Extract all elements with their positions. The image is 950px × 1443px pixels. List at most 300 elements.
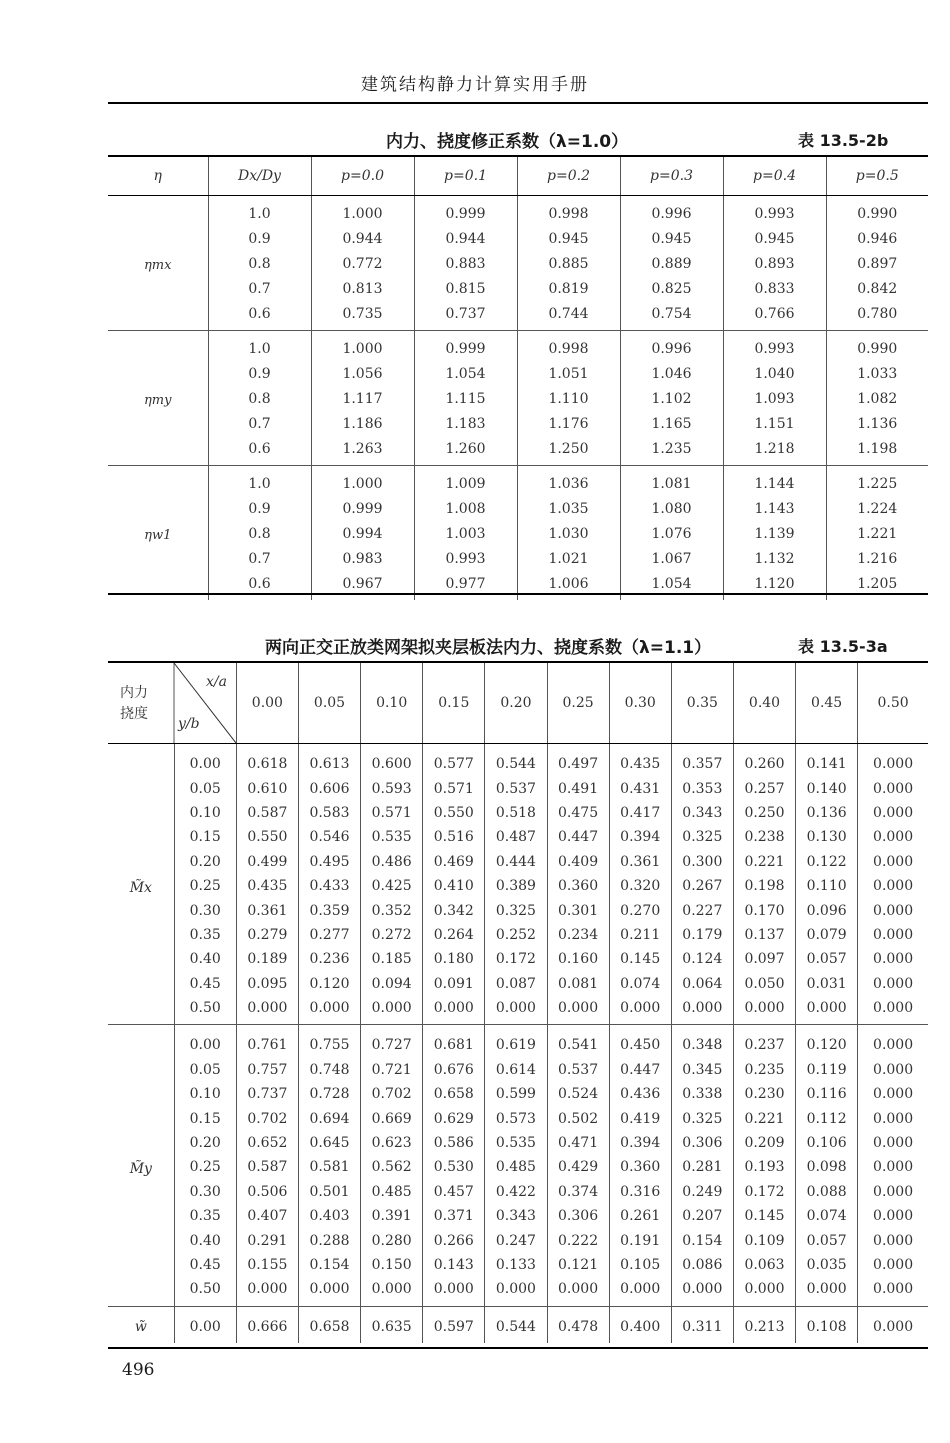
value-cell: 0.497 (547, 744, 609, 777)
value-cell: 0.145 (609, 947, 671, 971)
value-cell: 0.193 (733, 1155, 795, 1179)
row-key-cell: 0.50 (174, 996, 236, 1025)
value-cell: 0.360 (547, 874, 609, 898)
value-cell: 0.897 (826, 252, 928, 277)
row-key-cell: 0.50 (174, 1277, 236, 1306)
value-cell: 0.122 (796, 850, 858, 874)
table-row (108, 1082, 928, 1106)
value-cell: 0.300 (671, 850, 733, 874)
table-row (108, 996, 928, 1025)
table-row (108, 776, 928, 800)
value-cell: 0.422 (485, 1180, 547, 1204)
value-cell: 0.652 (236, 1131, 298, 1155)
value-cell: 1.224 (826, 497, 928, 522)
value-cell: 0.581 (298, 1155, 360, 1179)
value-cell: 0.109 (733, 1228, 795, 1252)
value-cell: 1.216 (826, 546, 928, 571)
value-cell: 0.447 (609, 1058, 671, 1082)
value-cell: 0.143 (423, 1253, 485, 1277)
value-cell: 1.151 (723, 411, 826, 436)
table-row (108, 497, 928, 522)
table1-caption: 内力、挠度修正系数（λ=1.0） (386, 132, 629, 152)
table2-header-x: 0.45 (796, 663, 858, 744)
value-cell: 0.993 (723, 196, 826, 227)
value-cell: 1.260 (414, 436, 517, 465)
value-cell: 0.833 (723, 276, 826, 301)
value-cell: 0.623 (361, 1131, 423, 1155)
table-row (108, 301, 928, 330)
value-cell: 0.754 (620, 301, 723, 330)
value-cell: 0.000 (858, 1180, 928, 1204)
value-cell: 0.230 (733, 1082, 795, 1106)
row-key-cell: 0.45 (174, 1253, 236, 1277)
table1-header-p: p=0.4 (723, 157, 826, 196)
row-key-cell: 0.10 (174, 1082, 236, 1106)
table2-header-x: 0.00 (236, 663, 298, 744)
value-cell: 0.079 (796, 923, 858, 947)
value-cell: 0.999 (414, 196, 517, 227)
value-cell: 0.737 (414, 301, 517, 330)
value-cell: 0.291 (236, 1228, 298, 1252)
value-cell: 0.133 (485, 1253, 547, 1277)
value-cell: 0.000 (858, 947, 928, 971)
value-cell: 0.658 (423, 1082, 485, 1106)
row-key-cell: 0.30 (174, 1180, 236, 1204)
value-cell: 0.140 (796, 776, 858, 800)
value-cell: 0.130 (796, 825, 858, 849)
value-cell: 0.945 (620, 227, 723, 252)
row-key-cell: 0.7 (208, 546, 311, 571)
value-cell: 0.813 (311, 276, 414, 301)
value-cell: 0.000 (858, 1204, 928, 1228)
value-cell: 0.000 (858, 996, 928, 1025)
table2-header-x: 0.40 (733, 663, 795, 744)
value-cell: 0.252 (485, 923, 547, 947)
value-cell: 0.735 (311, 301, 414, 330)
value-cell: 0.000 (298, 1277, 360, 1306)
value-cell: 1.263 (311, 436, 414, 465)
value-cell: 1.115 (414, 387, 517, 412)
table-row (108, 436, 928, 465)
value-cell: 0.478 (547, 1306, 609, 1343)
row-key-cell: 0.25 (174, 874, 236, 898)
table-row (108, 825, 928, 849)
value-cell: 0.391 (361, 1204, 423, 1228)
value-cell: 0.433 (298, 874, 360, 898)
row-key-cell: 0.20 (174, 850, 236, 874)
value-cell: 0.702 (236, 1106, 298, 1130)
value-cell: 1.054 (414, 362, 517, 387)
row-key-cell: 0.05 (174, 1058, 236, 1082)
table-row (108, 1106, 928, 1130)
value-cell: 0.893 (723, 252, 826, 277)
value-cell: 0.506 (236, 1180, 298, 1204)
value-cell: 0.342 (423, 898, 485, 922)
value-cell: 0.394 (609, 825, 671, 849)
value-cell: 0.889 (620, 252, 723, 277)
value-cell: 1.144 (723, 465, 826, 496)
value-cell: 0.000 (858, 972, 928, 996)
value-cell: 0.000 (671, 1277, 733, 1306)
value-cell: 0.000 (858, 874, 928, 898)
value-cell: 0.766 (723, 301, 826, 330)
value-cell: 0.435 (609, 744, 671, 777)
value-cell: 0.270 (609, 898, 671, 922)
value-cell: 0.000 (858, 1155, 928, 1179)
value-cell: 0.610 (236, 776, 298, 800)
value-cell: 0.227 (671, 898, 733, 922)
value-cell: 0.000 (547, 1277, 609, 1306)
row-key-cell: 0.45 (174, 972, 236, 996)
value-cell: 0.000 (858, 776, 928, 800)
value-cell: 0.562 (361, 1155, 423, 1179)
table-row (108, 972, 928, 996)
value-cell: 0.967 (311, 571, 414, 600)
value-cell: 0.669 (361, 1106, 423, 1130)
value-cell: 0.586 (423, 1131, 485, 1155)
value-cell: 0.050 (733, 972, 795, 996)
group-label: w̃ (108, 1306, 174, 1343)
value-cell: 0.537 (485, 776, 547, 800)
value-cell: 0.577 (423, 744, 485, 777)
value-cell: 0.429 (547, 1155, 609, 1179)
value-cell: 0.213 (733, 1306, 795, 1343)
value-cell: 0.154 (671, 1228, 733, 1252)
value-cell: 0.348 (671, 1025, 733, 1058)
value-cell: 0.261 (609, 1204, 671, 1228)
value-cell: 0.000 (236, 1277, 298, 1306)
value-cell: 0.544 (485, 1306, 547, 1343)
value-cell: 0.983 (311, 546, 414, 571)
value-cell: 0.353 (671, 776, 733, 800)
value-cell: 1.110 (517, 387, 620, 412)
value-cell: 0.237 (733, 1025, 795, 1058)
value-cell: 0.179 (671, 923, 733, 947)
value-cell: 0.000 (858, 923, 928, 947)
value-cell: 0.221 (733, 1106, 795, 1130)
value-cell: 0.357 (671, 744, 733, 777)
value-cell: 0.727 (361, 1025, 423, 1058)
value-cell: 0.119 (796, 1058, 858, 1082)
value-cell: 0.097 (733, 947, 795, 971)
value-cell: 0.238 (733, 825, 795, 849)
table-row (108, 362, 928, 387)
value-cell: 0.280 (361, 1228, 423, 1252)
value-cell: 1.003 (414, 522, 517, 547)
value-cell: 0.124 (671, 947, 733, 971)
table-row (108, 1204, 928, 1228)
table-row (108, 1058, 928, 1082)
row-key-cell: 0.15 (174, 1106, 236, 1130)
value-cell: 0.352 (361, 898, 423, 922)
value-cell: 0.211 (609, 923, 671, 947)
value-cell: 0.748 (298, 1058, 360, 1082)
value-cell: 0.994 (311, 522, 414, 547)
value-cell: 0.108 (796, 1306, 858, 1343)
row-key-cell: 0.6 (208, 301, 311, 330)
value-cell: 1.080 (620, 497, 723, 522)
value-cell: 0.571 (423, 776, 485, 800)
value-cell: 0.325 (671, 825, 733, 849)
table-row (108, 1277, 928, 1306)
table-row (108, 1155, 928, 1179)
value-cell: 0.221 (733, 850, 795, 874)
group-label: ηmy (108, 330, 208, 465)
value-cell: 0.491 (547, 776, 609, 800)
value-cell: 0.000 (858, 801, 928, 825)
value-cell: 1.117 (311, 387, 414, 412)
value-cell: 1.006 (517, 571, 620, 600)
value-cell: 0.000 (858, 1228, 928, 1252)
value-cell: 0.185 (361, 947, 423, 971)
value-cell: 0.359 (298, 898, 360, 922)
value-cell: 0.343 (485, 1204, 547, 1228)
value-cell: 1.046 (620, 362, 723, 387)
value-cell: 0.343 (671, 801, 733, 825)
value-cell: 0.000 (858, 1106, 928, 1130)
value-cell: 0.409 (547, 850, 609, 874)
value-cell: 0.000 (609, 996, 671, 1025)
row-key-cell: 1.0 (208, 465, 311, 496)
value-cell: 0.095 (236, 972, 298, 996)
value-cell: 0.530 (423, 1155, 485, 1179)
row-key-cell: 0.00 (174, 1306, 236, 1343)
value-cell: 0.000 (733, 996, 795, 1025)
table-row (108, 1180, 928, 1204)
value-cell: 0.260 (733, 744, 795, 777)
value-cell: 0.338 (671, 1082, 733, 1106)
row-key-cell: 0.05 (174, 776, 236, 800)
value-cell: 0.541 (547, 1025, 609, 1058)
value-cell: 0.110 (796, 874, 858, 898)
value-cell: 0.499 (236, 850, 298, 874)
value-cell: 0.524 (547, 1082, 609, 1106)
value-cell: 0.819 (517, 276, 620, 301)
value-cell: 0.112 (796, 1106, 858, 1130)
value-cell: 0.417 (609, 801, 671, 825)
table1 (108, 157, 928, 600)
value-cell: 1.036 (517, 465, 620, 496)
table1-header-row (108, 157, 928, 196)
value-cell: 0.550 (423, 801, 485, 825)
value-cell: 1.183 (414, 411, 517, 436)
value-cell: 0.000 (858, 898, 928, 922)
value-cell: 0.189 (236, 947, 298, 971)
corner-left-line2: 挠度 (120, 706, 148, 722)
value-cell: 0.141 (796, 744, 858, 777)
value-cell: 0.436 (609, 1082, 671, 1106)
value-cell: 0.172 (485, 947, 547, 971)
value-cell: 0.583 (298, 801, 360, 825)
value-cell: 0.096 (796, 898, 858, 922)
value-cell: 0.000 (858, 825, 928, 849)
value-cell: 0.000 (858, 850, 928, 874)
value-cell: 0.676 (423, 1058, 485, 1082)
value-cell: 0.000 (236, 996, 298, 1025)
value-cell: 0.325 (671, 1106, 733, 1130)
value-cell: 0.086 (671, 1253, 733, 1277)
value-cell: 0.091 (423, 972, 485, 996)
value-cell: 0.546 (298, 825, 360, 849)
table-row (108, 744, 928, 777)
value-cell: 0.150 (361, 1253, 423, 1277)
value-cell: 0.487 (485, 825, 547, 849)
value-cell: 0.063 (733, 1253, 795, 1277)
value-cell: 0.000 (671, 996, 733, 1025)
value-cell: 0.815 (414, 276, 517, 301)
table1-bottom-rule (108, 593, 928, 595)
value-cell: 0.485 (485, 1155, 547, 1179)
value-cell: 0.403 (298, 1204, 360, 1228)
row-key-cell: 0.10 (174, 801, 236, 825)
value-cell: 0.666 (236, 1306, 298, 1343)
value-cell: 0.361 (609, 850, 671, 874)
value-cell: 0.825 (620, 276, 723, 301)
value-cell: 0.485 (361, 1180, 423, 1204)
row-key-cell: 1.0 (208, 196, 311, 227)
table2-header-x: 0.25 (547, 663, 609, 744)
value-cell: 1.235 (620, 436, 723, 465)
value-cell: 0.629 (423, 1106, 485, 1130)
value-cell: 0.116 (796, 1082, 858, 1106)
value-cell: 0.000 (361, 1277, 423, 1306)
table1-header-p: p=0.5 (826, 157, 928, 196)
value-cell: 0.000 (609, 1277, 671, 1306)
table-row (108, 522, 928, 547)
row-key-cell: 0.40 (174, 947, 236, 971)
group-label: ηw1 (108, 465, 208, 599)
row-key-cell: 0.8 (208, 387, 311, 412)
value-cell: 0.842 (826, 276, 928, 301)
value-cell: 0.000 (858, 1082, 928, 1106)
header-rule (108, 102, 928, 104)
value-cell: 0.000 (858, 1025, 928, 1058)
table-row (108, 465, 928, 496)
table-row (108, 923, 928, 947)
value-cell: 0.031 (796, 972, 858, 996)
value-cell: 0.587 (236, 1155, 298, 1179)
table2-header-x: 0.20 (485, 663, 547, 744)
value-cell: 0.105 (609, 1253, 671, 1277)
table-row (108, 571, 928, 600)
value-cell: 0.389 (485, 874, 547, 898)
value-cell: 0.744 (517, 301, 620, 330)
value-cell: 0.074 (609, 972, 671, 996)
value-cell: 0.137 (733, 923, 795, 947)
table2-corner-cell (108, 663, 236, 744)
table1-header-ratio: Dx/Dy (208, 157, 311, 196)
value-cell: 0.000 (733, 1277, 795, 1306)
value-cell: 0.170 (733, 898, 795, 922)
row-key-cell: 0.6 (208, 571, 311, 600)
value-cell: 0.597 (423, 1306, 485, 1343)
row-key-cell: 0.00 (174, 744, 236, 777)
table-row (108, 801, 928, 825)
value-cell: 0.081 (547, 972, 609, 996)
table2-header-x: 0.05 (298, 663, 360, 744)
value-cell: 0.000 (423, 996, 485, 1025)
value-cell: 0.780 (826, 301, 928, 330)
value-cell: 0.996 (620, 196, 723, 227)
value-cell: 0.088 (796, 1180, 858, 1204)
value-cell: 0.087 (485, 972, 547, 996)
value-cell: 0.571 (361, 801, 423, 825)
value-cell: 1.250 (517, 436, 620, 465)
value-cell: 0.074 (796, 1204, 858, 1228)
value-cell: 1.218 (723, 436, 826, 465)
value-cell: 1.000 (311, 196, 414, 227)
table-row (108, 850, 928, 874)
value-cell: 0.345 (671, 1058, 733, 1082)
value-cell: 0.057 (796, 947, 858, 971)
value-cell: 0.288 (298, 1228, 360, 1252)
value-cell: 0.550 (236, 825, 298, 849)
group-label: M̃y (108, 1025, 174, 1306)
value-cell: 1.067 (620, 546, 723, 571)
value-cell: 0.990 (826, 330, 928, 361)
value-cell: 1.051 (517, 362, 620, 387)
table-row (108, 196, 928, 227)
value-cell: 0.573 (485, 1106, 547, 1130)
value-cell: 0.681 (423, 1025, 485, 1058)
value-cell: 0.425 (361, 874, 423, 898)
value-cell: 0.419 (609, 1106, 671, 1130)
value-cell: 0.516 (423, 825, 485, 849)
table-row (108, 1306, 928, 1343)
table-row (108, 546, 928, 571)
value-cell: 0.431 (609, 776, 671, 800)
value-cell: 1.198 (826, 436, 928, 465)
value-cell: 0.544 (485, 744, 547, 777)
value-cell: 0.160 (547, 947, 609, 971)
value-cell: 0.106 (796, 1131, 858, 1155)
table-row (108, 411, 928, 436)
value-cell: 0.737 (236, 1082, 298, 1106)
value-cell: 1.205 (826, 571, 928, 600)
table2-header-x: 0.35 (671, 663, 733, 744)
value-cell: 0.993 (414, 546, 517, 571)
value-cell: 0.250 (733, 801, 795, 825)
corner-top-label: x/a (206, 674, 227, 690)
value-cell: 0.000 (858, 1306, 928, 1343)
value-cell: 1.056 (311, 362, 414, 387)
value-cell: 0.606 (298, 776, 360, 800)
value-cell: 0.361 (236, 898, 298, 922)
value-cell: 0.999 (414, 330, 517, 361)
table-row (108, 276, 928, 301)
value-cell: 0.998 (517, 196, 620, 227)
value-cell: 0.136 (796, 801, 858, 825)
value-cell: 1.225 (826, 465, 928, 496)
value-cell: 0.000 (547, 996, 609, 1025)
value-cell: 1.102 (620, 387, 723, 412)
value-cell: 1.082 (826, 387, 928, 412)
value-cell: 1.008 (414, 497, 517, 522)
corner-left-line1: 内力 (120, 685, 148, 701)
table-row (108, 387, 928, 412)
table-row (108, 252, 928, 277)
value-cell: 0.247 (485, 1228, 547, 1252)
table-row (108, 947, 928, 971)
value-cell: 0.121 (547, 1253, 609, 1277)
value-cell: 0.325 (485, 898, 547, 922)
row-key-cell: 0.9 (208, 362, 311, 387)
value-cell: 0.000 (485, 996, 547, 1025)
value-cell: 0.635 (361, 1306, 423, 1343)
value-cell: 0.120 (796, 1025, 858, 1058)
value-cell: 0.999 (311, 497, 414, 522)
table2-header-x: 0.15 (423, 663, 485, 744)
